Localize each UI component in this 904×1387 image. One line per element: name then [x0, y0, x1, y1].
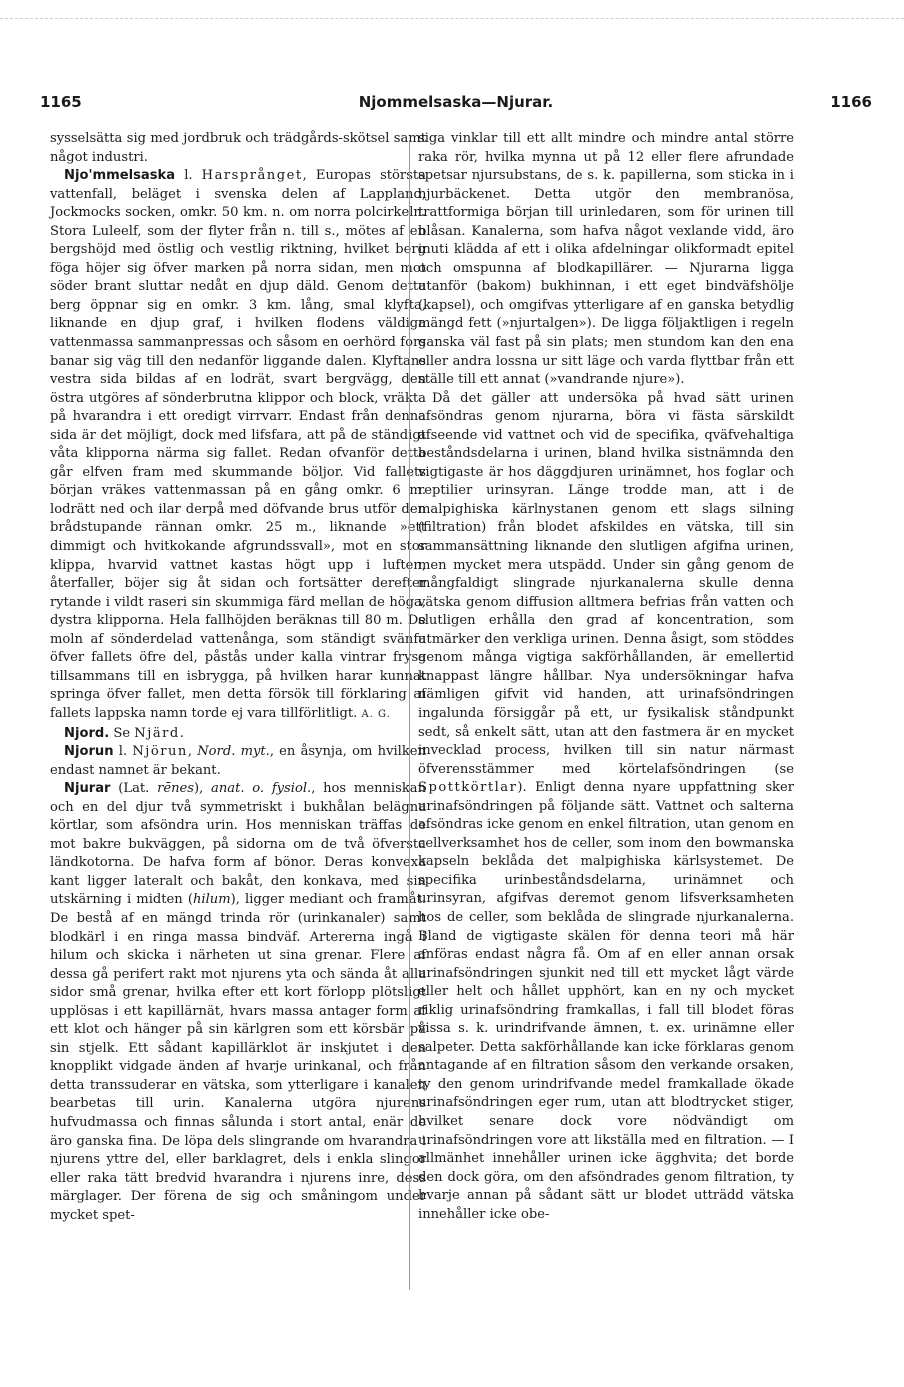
- page-number-left: 1165: [40, 93, 82, 111]
- continued-paragraph: sysselsätta sig med jordbruk och trädgårds-skötsel samt något industri.: [50, 131, 426, 165]
- right-column: [418, 130, 794, 1224]
- scan-edge-line: [0, 18, 904, 19]
- entry-njord: [50, 725, 426, 744]
- left-column: [50, 130, 426, 1225]
- continued-paragraph: siga vinklar till ett allt mindre och mindre antal större raka rör, hvilka mynna ut på 12 eller flere afrundade spetsar njursubstans, de s. k. papillerna, som sticka in i njurbäckenet. Detta utgör den membranösa, trattformiga början till urinledaren, som för urinen till blåsan. Kanalerna, som hafva något vexlande vidd, äro inuti klädda af ett i olika afdelningar olikformadt epitel och omspunna af blodkapillärer. — Njurarna ligga utanför (bakom) bukhinnan, i ett eget bindväfshölje (kapsel), och omgifvas ytterligare af en ganska betydlig mängd fett (»njurtalgen»). De ligga följaktligen i regeln ganska väl fast på sin plats; men stundom kan den ena eller andra lossna ur sitt läge och varda flyttbar från ett ställe till ett annat (»vandrande njure»).: [418, 131, 794, 388]
- running-title: Njommelsaska—Njurar.: [358, 93, 554, 111]
- entry-text: l.: [175, 168, 202, 184]
- headword: Njord.: [64, 725, 110, 741]
- paragraph: [418, 390, 794, 1225]
- alt-name: Njörun: [132, 744, 188, 760]
- entry-njorun: [50, 743, 426, 780]
- entry-njurar: [50, 780, 426, 1225]
- entry-text: ), ligger mediant och framåt. De bestå af en mängd trinda rör (urinkanaler) samt blodkärl i en ringa massa bindväf. Artererna ingå i hilum och skicka i närheten ut sina grenar. Flere af dessa gå perifert rakt mot njurens yta och sända åt alla sidor små grenar, hvilka efter ett kort förlopp plötsligt upplösas i ett kapillärnät, hvars massa antager form af ett klot och hänger på sin kärlgren som ett körsbär på sin stjelk. Ett sådant kapillärklot är inskjutet i den knopplikt vidgade änden af hvarje urinkanal, och från detta transsuderar en vätska, som ytterligare i kanalen bearbetas till urin. Kanalerna utgöra njurens hufvudmassa och finnas sålunda i stort antal, enär de äro ganska fina. De löpa dels slingrande om hvarandra i njurens yttre del, eller barklagret, dels i enkla slingor eller raka tätt bredvid hvarandra i njurens inre, dess märglager. Der förena de sig och småningom under mycket spet-: [50, 892, 427, 1223]
- field-label: anat. o. fysiol.: [211, 781, 312, 797]
- cross-reference: Spottkörtlar: [418, 780, 518, 796]
- headword: Njo'mmelsaska: [64, 168, 176, 184]
- paragraph-text: Då det gäller att undersöka på hvad sätt urinen afsöndras genom njurarna, böra vi fästa särskildt afseende vid vattnet och vid de specifika, qväfvehaltiga beståndsdelarna i urinen, bland hvilka sistnämnda den vigtigaste är hos däggdjuren urinämnet, hos foglar och reptilier urinsyran. Länge trodde man, att i de malpighiska kärlnystanen genom ett slags silning (filtration) från blodet afskildes en vätska, till sin sammansättning liknande den slutligen afgifna urinen, men mycket mera utspädd. Under sin gång genom de mångfaldigt slingrade njurkanalerna skulle denna vätska genom diffusion alltmera befrias från vatten och slutligen erhålla den grad af koncentration, som utmärker den verkliga urinen. Denna åsigt, som stöddes genom många vigtiga sakförhållanden, är emellertid knappast längre hållbar. Nya undersökningar hafva nämligen gifvit vid handen, att urinafsöndringen ingalunda försiggår på ett, ur fysikalisk ståndpunkt sedt, så enkelt sätt, utan att den fastmera är en mycket invecklad process, hvilken till sin natur närmast öfverensstämmer med körtelafsöndringen (se: [418, 390, 794, 777]
- alt-name: Harsprånget: [201, 168, 303, 184]
- page-number-right: 1166: [830, 93, 872, 111]
- headword: Njorun: [64, 744, 114, 760]
- entry-text: ),: [194, 781, 212, 797]
- column-rule: [409, 140, 410, 1290]
- source-label: Nord. myt.: [197, 744, 270, 760]
- entry-text: Se: [109, 725, 135, 741]
- author-signature: A. G.: [361, 708, 391, 720]
- entry-text: , Europas största vattenfall, beläget i svenska delen af Lappland, Jockmocks socken, omkr. 50 km. n. om norra polcirkeln. Stora Luleelf, som der flyter från n. till s., mötes af en bergshöjd med östlig och vestlig riktning, hvilket berg föga höjer sig öfver marken på norra sidan, men mot söder brant sluttar nedåt en djup däld. Genom detta berg öppnar sig en omkr. 3 km. lång, smal klyfta, liknande en djup graf, i hvilken flodens väldiga vattenmassa sammanpressas och såsom en oerhörd fors banar sig väg till den nedanför liggande dalen. Klyftans vestra sida bildas af en lodrät, svart bergvägg, den östra utgöres af sönderbrutna klippor och block, vräkta på hvarandra i ett oredigt virrvarr. Endast från denna sida är det möjligt, dock med lifsfara, att på de ständigt våta klipporna närma sig fallet. Redan ofvanför detta går elfven fram med skummande böljor. Vid fallets början vräkes vattenmassan på en gång omkr. 6 m. lodrätt ned och ilar derpå med döfvande brus utför den brådstupande rännan omkr. 25 m., liknande »ett dimmigt och hvitkokande afgrundssvall», mot en stor klippa, hvarvid vattnet kastas högt upp i luften, återfaller, böjer sig åt sidan och fortsätter derefter rytande i vildt raseri sin skummiga färd mellan de höga, dystra klipporna. Hela fallhöjden beräknas till 80 m. De moln af sönderdelad vattenånga, som ständigt svänfa öfver fallets öfre del, påstås under kalla vintrar frysa tillsammans till en isbrygga, på hvilken harar kunnat springa öfver fallet, men detta försök till förklaring af fallets lappska namn torde ej vara tillförlitligt.: [50, 168, 426, 721]
- entry-text: ,: [187, 744, 198, 760]
- entry-text: , hos menniskan och en del djur två symmetriskt i bukhålan belägna körtlar, som afsöndra urin. Hos menniskan träffas de mot bakre bukväggen, på sidorna om de två öfversta ländkotorna. De hafva form af bönor. Deras konvexa kant ligger lateralt och bakåt, den konkava, med sin utskärning i midten (: [50, 781, 427, 908]
- entry-text: , en åsynja, om hvilken endast namnet är bekant.: [50, 744, 426, 778]
- latin-term: rēnes: [157, 781, 194, 797]
- entry-text: (Lat.: [110, 781, 158, 797]
- entry-njommelsaska: [50, 167, 426, 724]
- paragraph-text: ). Enligt denna nyare uppfattning sker urinafsöndringen på följande sätt. Vattnet och salterna afsöndras icke genom en enkel filtration, utan genom en cellverksamhet hos de celler, som inom den bowmanska kapseln beklåda det malpighiska kärlsystemet. De specifika urinbeståndsdelarna, urinämnet och urinsyran, afgifvas deremot genom lifsverksamheten hos de celler, som beklåda de slingrade njurkanalerna. Bland de vigtigaste skälen för denna teori må här anföras endast några få. Om af en eller annan orsak urinafsöndringen sjunkit ned till ett mycket lågt värde eller helt och hållet upphört, kan en ny och mycket riklig urinafsöndring framkallas, i fall till blodet föras vissa s. k. urindrifvande ämnen, t. ex. urinämne eller salpeter. Detta sakförhållande kan icke förklaras genom antagande af en filtration såsom den verkande orsaken, ty den genom urindrifvande medel framkallade ökade urinafsöndringen eger rum, utan att blodtrycket stiger, hvilket senare dock vore nödvändigt om urinafsöndringen vore att likställa med en filtration. — I allmänhet innehåller urinen icke ägghvita; det borde den dock göra, om den afsöndrades genom filtration, ty hvarje annan på sådant sätt ur blodet utträdd vätska innehåller icke obe-: [418, 780, 794, 1222]
- latin-term: hilum: [192, 892, 231, 908]
- page-header: [40, 93, 872, 119]
- headword: Njurar: [64, 781, 111, 797]
- entry-text: l.: [113, 744, 133, 760]
- cross-reference: Njärd.: [134, 725, 186, 741]
